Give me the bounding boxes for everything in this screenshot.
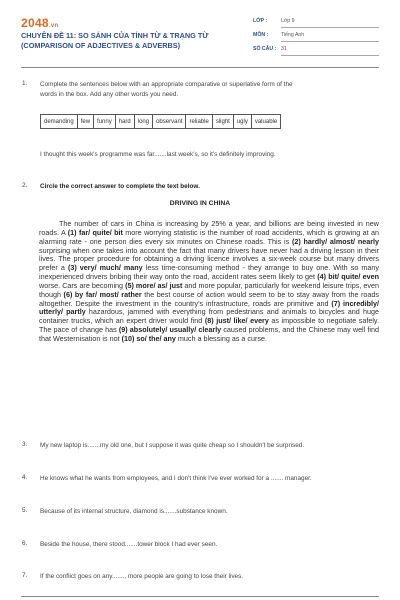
meta-subject-value: Tiếng Anh bbox=[281, 32, 305, 38]
logo-suffix: .vn bbox=[48, 23, 59, 29]
title-line-2: (COMPARISON OF ADJECTIVES & ADVERBS) bbox=[21, 41, 181, 50]
passage-segment: The number of cars in China is increasing by 25% a year, and billions are being invested in new roads. A bbox=[39, 219, 379, 237]
question-2-instruction: Circle the correct answer to complete the text below. bbox=[40, 183, 200, 190]
answer-options[interactable]: (4) bit/ quite/ even bbox=[317, 272, 379, 282]
passage-text bbox=[39, 220, 379, 344]
footer-divider bbox=[21, 596, 379, 597]
passage-segment: as impossible to negotiate safely. The pace of change has bbox=[39, 316, 379, 335]
meta-count-label: SỐ CÂU : bbox=[253, 46, 277, 52]
meta-class-value: Lớp 9 bbox=[281, 18, 295, 24]
answer-options[interactable]: (6) by far/ most/ rather bbox=[63, 289, 142, 299]
word-box-cell: hard bbox=[115, 115, 134, 129]
answer-options[interactable]: (3) very/ much/ many bbox=[67, 263, 143, 273]
instruction-line-2: words in the box. Add any other words you need. bbox=[40, 91, 179, 98]
passage-segment: more worrying statistic is the number of road accidents, which is growing at an alarming rate - one person dies every six minutes on Chinese roads. This is bbox=[39, 227, 379, 246]
word-box-cell: long bbox=[134, 115, 152, 129]
meta-class bbox=[253, 18, 295, 24]
question-3-text: My new laptop is.......my old one, but I suppose it was quite cheap so I shouldn't be surprised. bbox=[40, 442, 305, 449]
meta-subject-label: MÔN : bbox=[253, 32, 269, 38]
word-box-cell: demanding bbox=[41, 115, 78, 129]
word-box-cell: observant bbox=[153, 115, 186, 129]
answer-options[interactable]: (9) absolutely/ usually/ clearly bbox=[118, 325, 222, 335]
question-5-text: Because of its internal structure, diamond is.......substance known. bbox=[40, 508, 228, 515]
passage-heading: DRIVING IN CHINA bbox=[169, 200, 231, 207]
question-2-number: 2. bbox=[22, 182, 28, 189]
word-box-cell: funny bbox=[94, 115, 116, 129]
question-4-text: He knows what he wants from employees, and I don't think I've ever worked for a ....... manager. bbox=[40, 475, 312, 482]
question-1-instruction bbox=[40, 80, 380, 100]
passage-segment: caused problems, and the Chinese may well find that Westernisation is not bbox=[39, 325, 379, 343]
answer-options[interactable]: (7) incredibly/ utterly/ partly bbox=[39, 298, 379, 317]
meta-underline bbox=[281, 41, 379, 42]
meta-subject bbox=[253, 32, 304, 38]
word-box-cell: slight bbox=[212, 115, 233, 129]
answer-options[interactable]: (1) far/ quite/ bit bbox=[67, 227, 123, 237]
question-1-sentence: I thought this week's programme was far.......last week's, so it's definitely improving. bbox=[40, 151, 276, 158]
meta-class-label: LỚP : bbox=[253, 18, 268, 24]
word-box bbox=[40, 114, 281, 129]
meta-underline bbox=[281, 55, 379, 56]
logo-text: 2048 bbox=[21, 16, 49, 30]
meta-underline bbox=[281, 27, 379, 28]
question-6-number: 6. bbox=[22, 540, 28, 547]
passage-segment: less time-consuming method - they arrange to buy one. With so many inexperienced drivers bribing their way onto the road, accident rates seem likely to get bbox=[39, 263, 379, 282]
passage-segment: and more popular, particularly for weekend leisure trips, even though bbox=[39, 280, 379, 299]
answer-options[interactable]: (8) just/ like/ every bbox=[204, 316, 269, 326]
title-line-1: CHUYÊN ĐỀ 11: SO SÁNH CỦA TÍNH TỪ & TRẠNG TỪ bbox=[21, 31, 209, 40]
word-box-row bbox=[41, 115, 281, 129]
instruction-line-1: Complete the sentences below with an appropriate comparative or superlative form of the bbox=[40, 81, 293, 88]
meta-count-value: 31 bbox=[281, 46, 287, 52]
passage-segment: worse. Cars are becoming bbox=[39, 280, 126, 290]
site-logo bbox=[21, 16, 58, 30]
word-box-cell: valuable bbox=[251, 115, 280, 129]
answer-options[interactable]: (2) hardly/ almost/ nearly bbox=[291, 236, 379, 246]
worksheet-title bbox=[21, 31, 261, 51]
question-5-number: 5. bbox=[22, 507, 28, 514]
answer-options[interactable]: (5) more/ as/ just bbox=[125, 280, 183, 290]
question-7-text: If the conflict goes on any......., more people are going to lose their lives. bbox=[40, 573, 244, 580]
passage-segment: much a blessing as a curse. bbox=[175, 333, 267, 343]
question-3-number: 3. bbox=[22, 441, 28, 448]
passage-segment: the best course of action would seem to be to stay away from the roads altogether. Despite the investment in the country's infrastructure, roads are primitive and bbox=[39, 289, 379, 308]
passage-segment: hazardous, jammed with everything from pedestrians and animals to bicycles and huge container trucks, which an expert driver would find bbox=[39, 307, 379, 326]
question-1-number: 1. bbox=[22, 80, 28, 87]
meta-count bbox=[253, 46, 287, 52]
question-6-text: Beside the house, there stood.......tower block I had ever seen. bbox=[40, 541, 218, 548]
question-4-number: 4. bbox=[22, 474, 28, 481]
answer-options[interactable]: (10) so/ the/ any bbox=[121, 333, 176, 343]
passage-segment: surprising when one takes into account the fact that many drivers have never had a driving lesson in their lives. The proper procedure for obtaining a driving licence involves a six-week course but many drivers prefer a bbox=[39, 245, 379, 273]
header-divider bbox=[21, 67, 379, 68]
question-7-number: 7. bbox=[22, 572, 28, 579]
word-box-cell: reliable bbox=[186, 115, 212, 129]
word-box-cell: few bbox=[77, 115, 93, 129]
word-box-cell: ugly bbox=[233, 115, 251, 129]
